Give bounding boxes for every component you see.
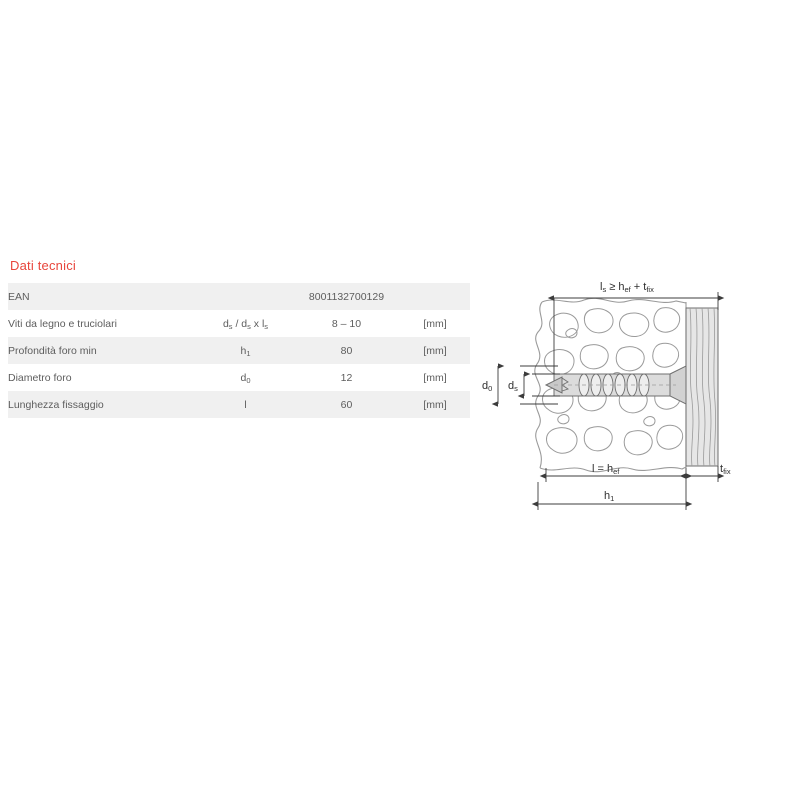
- table-row: [8, 391, 470, 418]
- row-label: EAN: [8, 283, 198, 310]
- table-row: [8, 337, 470, 364]
- label-ds: ds: [508, 380, 518, 393]
- label-l-hef: l = hef: [592, 463, 620, 476]
- row-symbol: [198, 283, 293, 310]
- row-symbol: $h_1$: [198, 337, 293, 364]
- label-h1: h1: [604, 490, 615, 503]
- technical-data-block: [8, 258, 470, 418]
- row-label: Viti da legno e truciolari: [8, 310, 198, 337]
- row-value: 80: [293, 337, 400, 364]
- row-symbol: $d_0$: [198, 364, 293, 391]
- row-unit: [mm]: [400, 364, 470, 391]
- table-row: [8, 364, 470, 391]
- table-row: [8, 283, 470, 310]
- row-value: 12: [293, 364, 400, 391]
- row-value: 60: [293, 391, 400, 418]
- table-row: [8, 310, 470, 337]
- row-label: Diametro foro: [8, 364, 198, 391]
- fixture-wood-part: [686, 308, 718, 466]
- label-tfix: tfix: [720, 463, 731, 476]
- row-symbol: l: [198, 391, 293, 418]
- anchor-installation-diagram: [480, 270, 780, 560]
- label-ls-top: ls ≥ hef + tfix: [600, 281, 654, 294]
- row-value: 8 – 10: [293, 310, 400, 337]
- row-unit: [mm]: [400, 310, 470, 337]
- diagram-svg: [480, 270, 780, 560]
- technical-data-table: [8, 283, 470, 418]
- row-unit: [mm]: [400, 337, 470, 364]
- page-title: Dati tecnici: [10, 258, 76, 273]
- row-unit: [400, 283, 470, 310]
- row-label: Profondità foro min: [8, 337, 198, 364]
- row-value: 8001132700129: [293, 283, 400, 310]
- row-unit: [mm]: [400, 391, 470, 418]
- row-symbol: $d_s / d_s$ x $l_s$: [198, 310, 293, 337]
- label-d0: d0: [482, 380, 493, 393]
- row-label: Lunghezza fissaggio: [8, 391, 198, 418]
